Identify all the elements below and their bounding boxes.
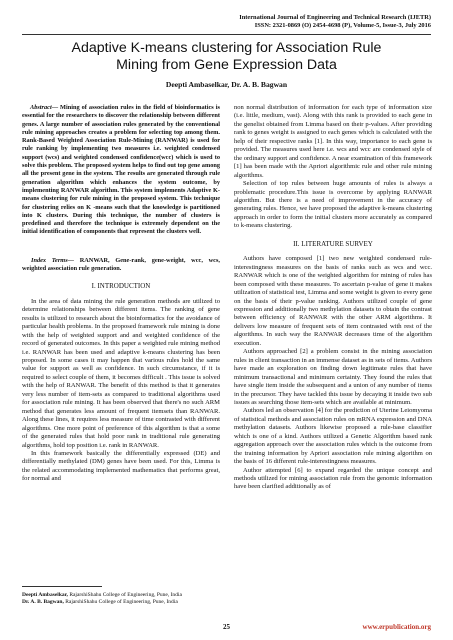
page-number: 25 [223, 623, 230, 631]
intro-paragraph: In the area of data mining the rule generation methods are utilized to determine relationships between different items. The ranking of gene results is utilized to research about the bioinformatics for the avoidance of particular health problems. In the proposed framework rule mining is done with the help of weighted support and and weighted confidence of the record of generated outcomes. In this paper a weighted rule mining method i.e. RANWAR has been used and adaptive k-means clustering has been proposed. In some cases it may happen that various rules hold the same value for support as well as confidence. In such circumstance, if it is required to select couple of them, it becomes difficult . This issue is solved with the help of RANWAR. The benefit of this method is that it generates very less number of item-sets as compared to traditional algorithms used for association rule mining. It has been observed that there's no such ARM method that generates less amount of frequent itemsets than RANWAR. Along these lines, it requires less measure of time contrasted with different algorithms. One more point of preference of this algorithm is that a some of the generated rules that hold poor rank in traditional rule generating algorithms, hold top position i.e. rank in RANWAR. [22, 297, 220, 449]
section-heading-introduction: I. INTRODUCTION [91, 282, 151, 291]
journal-issn: ISSN: 2321-0869 (O) 2454-4698 (P), Volume-5, Issue-3, July 2016 [254, 22, 431, 30]
paper-authors: Deepti Ambaselkar, Dr. A. B. Bagwan [165, 80, 288, 89]
body-paragraph: Selection of top rules between huge amounts of rules is always a problematic procedure.This issue is overcome by applying RANWAR algorithm. But there is a need of improvement in the accuracy of generating rules. Hence, we have proposed the adaptive k-means clustering approach in order to form the initial clusters more accurately as compared to k-means clustering. [234, 180, 432, 230]
header-divider [22, 34, 431, 35]
journal-name: International Journal of Engineering and Technical Research (IJETR) [239, 14, 431, 21]
index-terms [22, 257, 220, 274]
index-terms-text: — RANWAR, Gene-rank, gene-weight, wcc, wcs, weighted association rule generation. [22, 256, 221, 273]
footnote-line [22, 599, 220, 606]
footnote-affiliation: RajarshiShahu College of Engineering, Pune, India [67, 592, 182, 598]
abstract-label: Abstract [30, 104, 52, 111]
survey-paragraph: Author attempted [6] to expand regarded the unique concept and methods utilized for mining association rule from the genomic information have been clarified additionally as of [234, 466, 432, 491]
survey-paragraph: Authors led an observation [4] for the prediction of Uterine Leiomyoma of statistical methods and association rules on mRNA expression and DNA methylation datasets. Authors likewise proposed a rule-base classifier which is one of a kind. Authors utilized a Genetic Algorithm based rank aggregation approach over the association rules which is the outcome from the training information by Apriori association rule mining algorithm on the basis of 16 different rule-interestingness measures. [234, 407, 432, 466]
right-column [234, 104, 432, 492]
footnote-divider [22, 586, 102, 587]
author-footnote [22, 592, 220, 607]
footnote-author-name: Dr. A. B. Bagwan, [22, 599, 64, 606]
survey-paragraph: Authors have composed [1] two new weighted condensed rule-interestingness measures on the basis of ranks such as wcs and wcc. RANWAR which is one of the weighted algorithm for mining of rules has been composed with these measures. To ascertain p-value of gene it makes utilization of statistical test, Limma and some weight is given to every gene on the basis of their p-value ranking. Authors utilized couple of gene expression and additionally two methylation datasets to obtain the contrast between efficiency of RANWAR with the other ARM algorithms. It delivers low measure of frequent sets of item contrasted with rest of the algorithms. In such way the RANWAR decreases time of the algorithm execution. [234, 255, 432, 347]
intro-paragraph: In this framework basically the differentially expressed (DE) and differentially methylated (DM) genes have been used. For this, Limma is the related accommodating implemented mathematics that performs great, for normal and [22, 449, 220, 483]
abstract [22, 104, 220, 237]
title-line-1: Adaptive K-means clustering for Association Rule [71, 40, 382, 56]
abstract-text: — Mining of association rules in the field of bioinformatics is essential for the researchers to discover the relationship between different genes. A large number of association rules generated by the conventional rule mining approaches creates a problem for selecting top among them. Rank-Based Weighted Association Rule-Mining (RANWAR) is used for rule ranking by implementing two measures i.e. weighted condensed support (wcs) and weighted condensed confidence(wcc) which is used to solve this problem. The proposed system helps to find out top gene among all the present gene in the system. The results are generated through rule generation algorithm which enhances the system outcome, by implementing RANWAR algorithm. This system implements Adaptive K-means clustering for rule mining in the proposed system. This technique for clustering relies on K -means such that the knowledge is partitioned into K clusters. During this technique, the number of clusters is predefined and therefore the technique is extremely dependent on the initial identification of components that represent the clusters well. [22, 104, 220, 236]
footnote-affiliation: RajarshiShahu College of Engineering, Pune, India [63, 599, 178, 606]
journal-header [239, 14, 431, 31]
section-heading-literature-survey: II. LITERATURE SURVEY [293, 239, 373, 248]
survey-paragraph: Authors approached [2] a problem consist in the mining association rules in client transaction in an immense dataset as in sets of items. Authors have made an exploration on finding down legitimate rules that have minimum transactional and minimum certainty. They found the rules that have single item inside the subsequent and a union of any number of items in the precursor. They have tackled this issue by decaying it inside two sub issues as searching those item-sets which are available at minimum. [234, 348, 432, 406]
publisher-website[interactable]: www.erpublication.org [362, 623, 431, 631]
left-column [22, 104, 220, 484]
footnote-author-name: Deepti Ambaselkar, [22, 592, 68, 598]
title-line-2: Mining from Gene Expression Data [116, 57, 337, 73]
body-paragraph: non normal distribution of information for each type of information size (i.e. little, medium, vast). Along with this rank is provided to each gene in the genelist obtained from Limma based on their p-values. After providing rank to genes weight is assigned to each genes which is calculated with the help of their respective ranks [1]. In this way, importance to each gene is provided. The measures used here i.e. wcs and wcc are condensed style of the ordinary support and confidence. A near examination of this framework [1] has been made with the Apriori algorithmic rule and other rule mining algorithms. [234, 104, 432, 179]
paper-title [22, 40, 431, 74]
index-terms-label: Index Terms [31, 256, 68, 264]
